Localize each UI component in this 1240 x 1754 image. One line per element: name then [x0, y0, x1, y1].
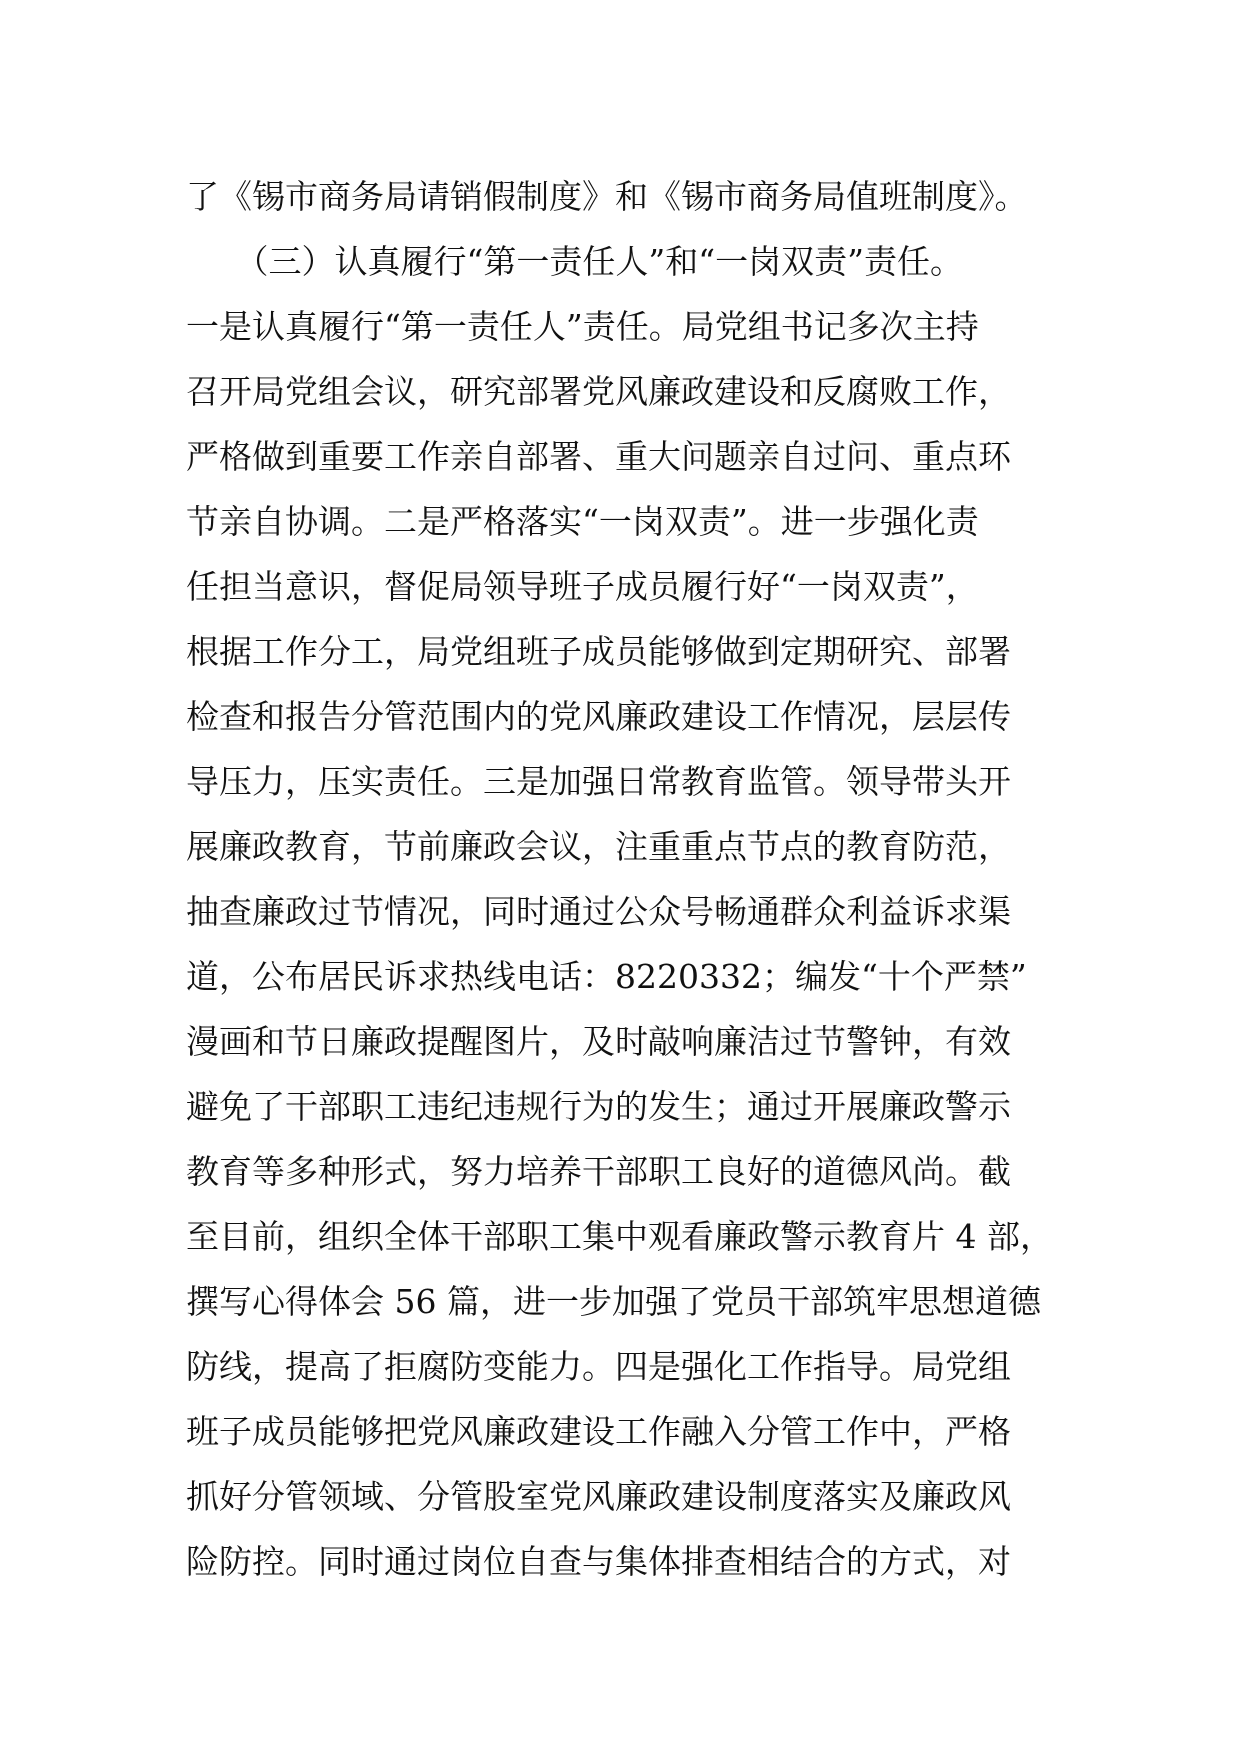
- text-line: 至目前，组织全体干部职工集中观看廉政警示教育片 4 部，: [186, 1217, 1053, 1256]
- text-line: 撰写心得体会 56 篇，进一步加强了党员干部筑牢思想道德: [186, 1282, 1041, 1321]
- section-heading-line: （三）认真履行“第一责任人”和“一岗双责”责任。: [186, 242, 963, 281]
- text-line: 道，公布居民诉求热线电话：8220332；编发“十个严禁”: [186, 957, 1027, 996]
- text-line: 防线，提高了拒腐防变能力。四是强化工作指导。局党组: [186, 1347, 1011, 1386]
- text-line: 根据工作分工，局党组班子成员能够做到定期研究、部署: [186, 632, 1011, 671]
- text-line: 抽查廉政过节情况，同时通过公众号畅通群众利益诉求渠: [186, 892, 1011, 931]
- text-line: 任担当意识，督促局领导班子成员履行好“一岗双责”，: [186, 567, 979, 606]
- text-line: 漫画和节日廉政提醒图片，及时敲响廉洁过节警钟，有效: [186, 1022, 1011, 1061]
- text-line: 导压力，压实责任。三是加强日常教育监管。领导带头开: [186, 762, 1011, 801]
- text-line: 严格做到重要工作亲自部署、重大问题亲自过问、重点环: [186, 437, 1011, 476]
- text-line: 避免了干部职工违纪违规行为的发生；通过开展廉政警示: [186, 1087, 1011, 1126]
- text-line: 了《锡市商务局请销假制度》和《锡市商务局值班制度》。: [186, 177, 1028, 216]
- text-line: 节亲自协调。二是严格落实“一岗双责”。进一步强化责: [186, 502, 979, 541]
- text-line: 一是认真履行“第一责任人”责任。局党组书记多次主持: [186, 307, 979, 346]
- text-line: 班子成员能够把党风廉政建设工作融入分管工作中，严格: [186, 1412, 1011, 1451]
- text-line: 险防控。同时通过岗位自查与集体排查相结合的方式，对: [186, 1542, 1011, 1581]
- text-line: 抓好分管领域、分管股室党风廉政建设制度落实及廉政风: [186, 1477, 1011, 1516]
- text-line: 教育等多种形式，努力培养干部职工良好的道德风尚。截: [186, 1152, 1011, 1191]
- text-line: 展廉政教育，节前廉政会议，注重重点节点的教育防范，: [186, 827, 1011, 866]
- text-line: 召开局党组会议，研究部署党风廉政建设和反腐败工作，: [186, 372, 1011, 411]
- body-text: [186, 164, 1066, 1594]
- text-line: 检查和报告分管范围内的党风廉政建设工作情况，层层传: [186, 697, 1011, 736]
